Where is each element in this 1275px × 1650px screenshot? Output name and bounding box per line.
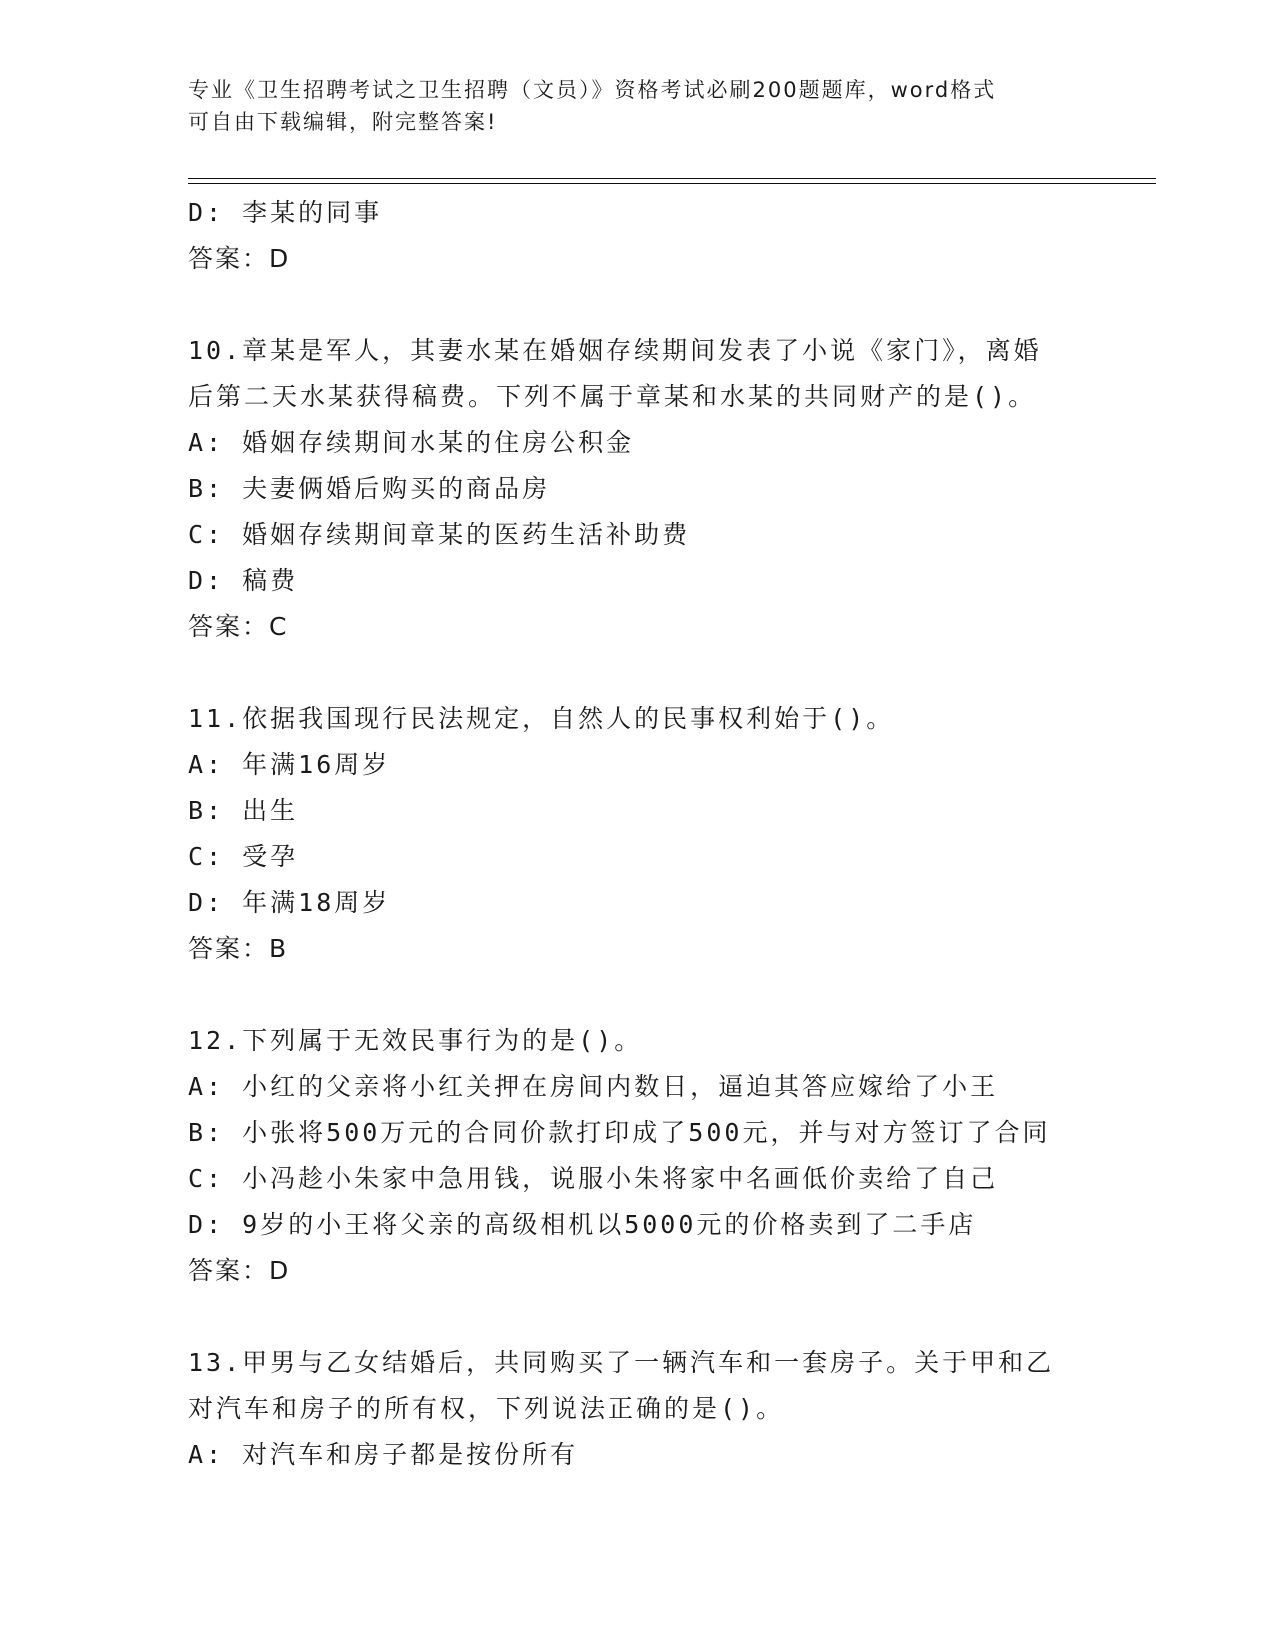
option-line: A: 年满16周岁 (188, 750, 391, 779)
option-line: C: 婚姻存续期间章某的医药生活补助费 (188, 520, 691, 549)
answer-line: 答案：B (188, 934, 289, 963)
question-text-line: 12.下列属于无效民事行为的是()。 (188, 1026, 643, 1055)
option-line: C: 小冯趁小朱家中急用钱，说服小朱将家中名画低价卖给了自己 (188, 1164, 999, 1193)
question-content (188, 190, 1108, 1478)
document-header (188, 74, 1068, 138)
question-text-line: 11.依据我国现行民法规定，自然人的民事权利始于()。 (188, 704, 895, 733)
block-spacer (188, 650, 1108, 696)
question-text-line: 对汽车和房子的所有权，下列说法正确的是()。 (188, 1394, 785, 1423)
option-line: C: 受孕 (188, 842, 299, 871)
option-line: A: 对汽车和房子都是按份所有 (188, 1440, 579, 1469)
question-text-line: 后第二天水某获得稿费。下列不属于章某和水某的共同财产的是()。 (188, 382, 1037, 411)
header-line-1: 专业《卫生招聘考试之卫生招聘（文员）》资格考试必刷200题题库，word格式 (188, 78, 997, 102)
option-line: A: 婚姻存续期间水某的住房公积金 (188, 428, 635, 457)
question-text-line: 13.甲男与乙女结婚后，共同购买了一辆汽车和一套房子。关于甲和乙 (188, 1348, 1055, 1377)
option-line: B: 小张将500万元的合同价款打印成了500元，并与对方签订了合同 (188, 1118, 1051, 1147)
answer-line: 答案：D (188, 244, 291, 273)
option-line: D: 李某的同事 (188, 198, 383, 227)
answer-line: 答案：C (188, 612, 289, 641)
option-line: D: 9岁的小王将父亲的高级相机以5000元的价格卖到了二手店 (188, 1210, 977, 1239)
answer-line: 答案：D (188, 1256, 291, 1285)
question-text-line: 10.章某是军人，其妻水某在婚姻存续期间发表了小说《家门》，离婚 (188, 336, 1042, 365)
option-line: D: 稿费 (188, 566, 299, 595)
option-line: D: 年满18周岁 (188, 888, 391, 917)
header-line-2: 可自由下载编辑，附完整答案! (188, 110, 498, 134)
option-line: A: 小红的父亲将小红关押在房间内数日，逼迫其答应嫁给了小王 (188, 1072, 999, 1101)
block-spacer (188, 972, 1108, 1018)
header-rule-top (188, 178, 1156, 179)
option-line: B: 出生 (188, 796, 299, 825)
block-spacer (188, 1294, 1108, 1340)
option-line: B: 夫妻俩婚后购买的商品房 (188, 474, 551, 503)
header-rule-bottom (188, 183, 1156, 184)
block-spacer (188, 282, 1108, 328)
